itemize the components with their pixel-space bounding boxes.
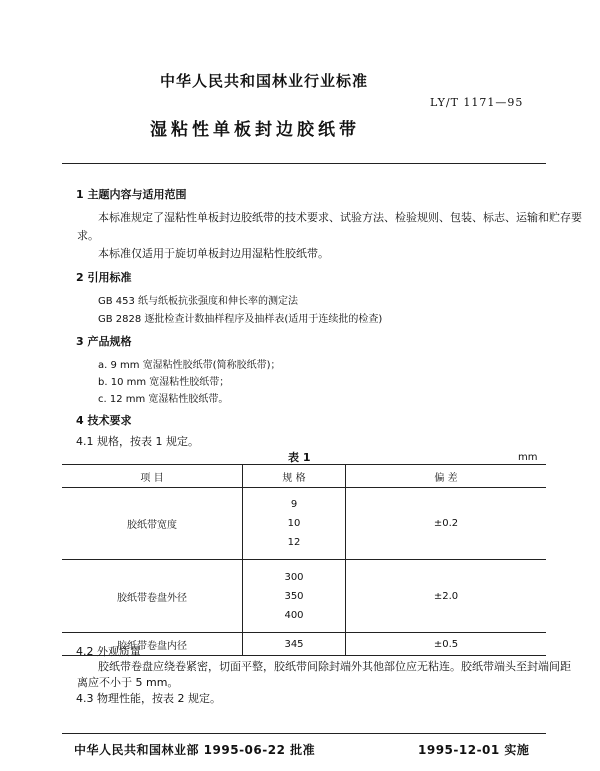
row-item: 胶纸带卷盘外径 (62, 560, 243, 633)
table-header-row (62, 465, 546, 488)
table-1-caption: 表 1 (288, 451, 311, 464)
header-tolerance: 偏 差 (346, 465, 547, 488)
spec-value: 300 (284, 571, 304, 583)
spec-item-c: c. 12 mm 宽湿粘性胶纸带。 (98, 394, 229, 405)
section-4-2-heading: 4.2 外观质量 (76, 645, 141, 658)
spec-value: 10 (287, 518, 301, 529)
approval-statement: 中华人民共和国林业部 1995-06-22 批准 (74, 743, 316, 757)
table-1 (62, 464, 546, 656)
row-specs (243, 560, 346, 633)
row-item: 胶纸带宽度 (62, 488, 243, 560)
section-3-heading: 3 产品规格 (76, 335, 132, 348)
section-4-1: 4.1 规格，按表 1 规定。 (76, 435, 199, 448)
header-spec: 规 格 (243, 465, 346, 488)
row-specs (243, 488, 346, 560)
row-tolerance: ±0.2 (346, 488, 547, 560)
row-tolerance: ±2.0 (346, 560, 547, 633)
header-divider (62, 163, 546, 164)
spec-value: 12 (287, 537, 301, 548)
row-tolerance: ±0.5 (346, 633, 547, 656)
document-title: 湿粘性单板封边胶纸带 (150, 120, 360, 140)
spec-item-a: a. 9 mm 宽湿粘性胶纸带(简称胶纸带)； (98, 360, 281, 371)
section-1-paragraph-1-line-1: 本标准规定了湿粘性单板封边胶纸带的技术要求、试验方法、检验规则、包装、标志、运输和贮存要 (98, 211, 582, 224)
section-2-heading: 2 引用标准 (76, 271, 132, 284)
spec-item-b: b. 10 mm 宽湿粘性胶纸带； (98, 377, 230, 388)
section-4-2-line-1: 胶纸带卷盘应绕卷紧密，切面平整，胶纸带间除封端外其他部位应无粘连。胶纸带端头至封端间距 (98, 660, 571, 673)
effective-date: 1995-12-01 实施 (418, 743, 530, 757)
spec-value: 350 (284, 590, 304, 602)
row-item: 胶纸带卷盘内径 (62, 633, 243, 656)
section-1-heading: 1 主题内容与适用范围 (76, 188, 187, 201)
reference-gb453: GB 453 纸与纸板抗张强度和伸长率的测定法 (98, 296, 299, 307)
reference-gb2828: GB 2828 逐批检查计数抽样程序及抽样表(适用于连续批的检查) (98, 314, 383, 325)
table-1-unit: mm (518, 452, 538, 463)
section-1-paragraph-2: 本标准仅适用于旋切单板封边用湿粘性胶纸带。 (98, 247, 329, 260)
section-4-heading: 4 技术要求 (76, 414, 132, 427)
section-4-3: 4.3 物理性能，按表 2 规定。 (76, 692, 221, 705)
spec-value: 9 (290, 499, 298, 510)
standard-organization: 中华人民共和国林业行业标准 (160, 72, 369, 90)
table-row (62, 560, 546, 633)
row-specs: 345 (243, 633, 346, 656)
section-4-2-line-2: 离应不小于 5 mm。 (77, 676, 179, 689)
footer-divider (62, 733, 546, 734)
section-1-paragraph-1-line-2: 求。 (77, 229, 99, 242)
table-row (62, 488, 546, 560)
header-item: 项 目 (62, 465, 243, 488)
standard-code: LY/T 1171—95 (430, 96, 524, 109)
spec-value: 400 (284, 609, 304, 621)
